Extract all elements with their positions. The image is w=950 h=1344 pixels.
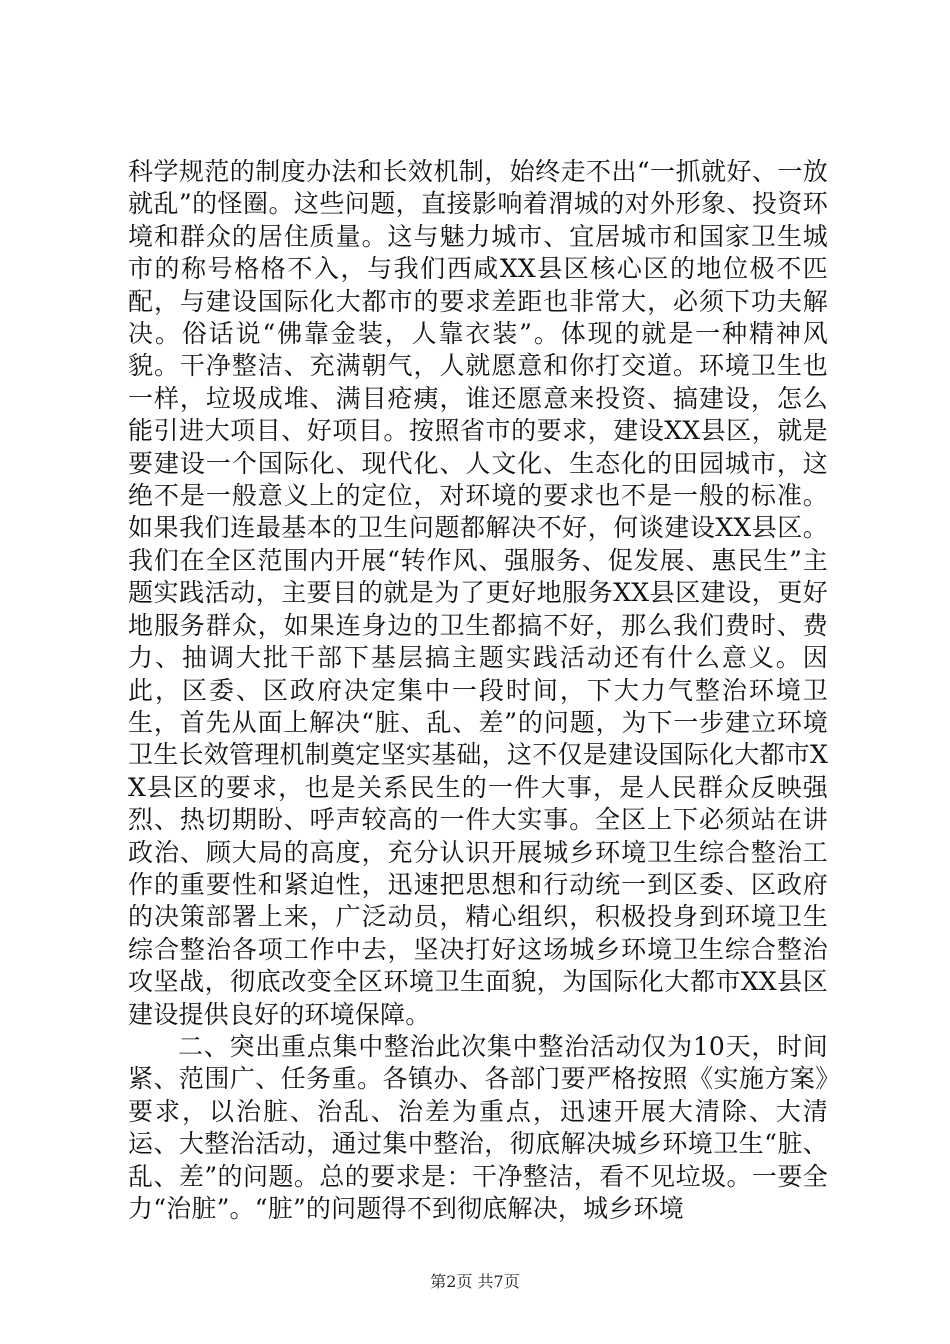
document-body (128, 156, 828, 1225)
page-number-footer: 第2页 共7页 (430, 1272, 520, 1291)
paragraph-continuation: 科学规范的制度办法和长效机制，始终走不出“一抓就好、一放就乱”的怪圈。这些问题，直接影响着渭城的对外形象、投资环境和群众的居住质量。这与魅力城市、宜居城市和国家卫生城市的称号格格不入，与我们西咸XX县区核心区的地位极不匹配，与建设国际化大都市的要求差距也非常大，必须下功夫解决。俗话说“佛靠金装，人靠衣装”。体现的就是一种精神风貌。干净整洁、充满朝气，人就愿意和你打交道。环境卫生也一样，垃圾成堆、满目疮痍，谁还愿意来投资、搞建设，怎么能引进大项目、好项目。按照省市的要求，建设XX县区，就是要建设一个国际化、现代化、人文化、生态化的田园城市，这绝不是一般意义上的定位，对环境的要求也不是一般的标准。如果我们连最基本的卫生问题都解决不好，何谈建设XX县区。我们在全区范围内开展“转作风、强服务、促发展、惠民生”主题实践活动，主要目的就是为了更好地服务XX县区建设，更好地服务群众，如果连身边的卫生都搞不好，那么我们费时、费力、抽调大批干部下基层搞主题实践活动还有什么意义。因此，区委、区政府决定集中一段时间，下大力气整治环境卫生，首先从面上解决“脏、乱、差”的问题，为下一步建立环境卫生长效管理机制奠定坚实基础，这不仅是建设国际化大都市XX县区的要求，也是关系民生的一件大事，是人民群众反映强烈、热切期盼、呼声较高的一件大实事。全区上下必须站在讲政治、顾大局的高度，充分认识开展城乡环境卫生综合整治工作的重要性和紧迫性，迅速把思想和行动统一到区委、区政府的决策部署上来，广泛动员，精心组织，积极投身到环境卫生综合整治各项工作中去，坚决打好这场城乡环境卫生综合整治攻坚战，彻底改变全区环境卫生面貌，为国际化大都市XX县区建设提供良好的环境保障。 (128, 157, 828, 1029)
paragraph-section-two: 二、突出重点集中整治此次集中整治活动仅为10天，时间紧、范围广、任务重。各镇办、各部门要严格按照《实施方案》要求，以治脏、治乱、治差为重点，迅速开展大清除、大清运、大整治活动，通过集中整治，彻底解决城乡环境卫生“脏、乱、差”的问题。总的要求是：干净整洁，看不见垃圾。一要全力“治脏”。“脏”的问题得不到彻底解决，城乡环境 (128, 1031, 828, 1223)
